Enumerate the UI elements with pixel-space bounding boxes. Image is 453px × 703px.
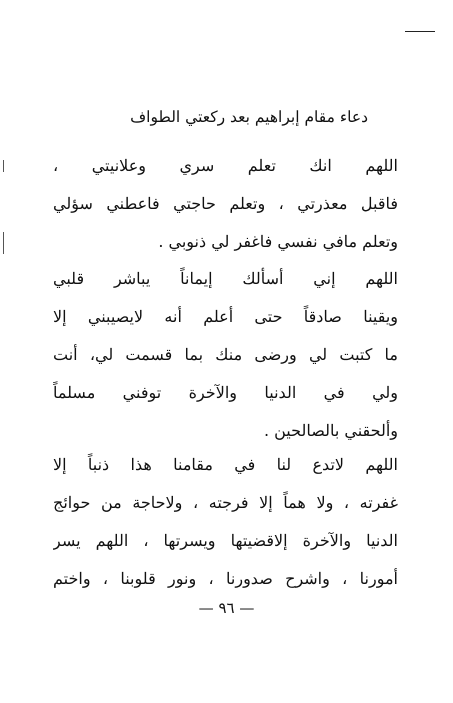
page-number: — ٩٦ — (198, 599, 255, 617)
text-line: ما كتبت لي ورضى منك بما قسمت لي، أنت (53, 345, 398, 364)
text-line: فاقبل معذرتي ، وتعلم حاجتي فاعطني سؤلي (53, 194, 398, 213)
text-line: الدنيا والآخرة إلاقضيتها ويسرتها ، اللهم يسر (53, 531, 398, 550)
text-line: اللهم إني أسألك إيماناً يباشر قلبي (53, 269, 398, 288)
paragraph-1 (53, 147, 398, 261)
text-line: ويقينا صادقاً حتى أعلم أنه لايصيبني إلا (53, 307, 398, 326)
margin-mark (3, 160, 4, 172)
text-line: أمورنا ، واشرح صدورنا ، ونور قلوبنا ، واختم (53, 569, 398, 588)
margin-mark (3, 232, 4, 254)
text-line: وألحقني بالصالحين . (263, 421, 398, 440)
paragraph-2 (53, 260, 398, 450)
text-line: اللهم لاتدع لنا في مقامنا هذا ذنباً إلا (53, 455, 398, 474)
section-heading: دعاء مقام إبراهيم بعد ركعتي الطواف (130, 108, 368, 126)
text-line: غفرته ، ولا هماً إلا فرجته ، ولاحاجة من حوائج (53, 493, 398, 512)
text-line: اللهم انك تعلم سري وعلانيتي ، (53, 156, 398, 175)
text-line: وتعلم مافي نفسي فاغفر لي ذنوبي . (158, 232, 398, 251)
text-line: ولي في الدنيا والآخرة توفني مسلماً (53, 383, 398, 402)
paragraph-3 (53, 446, 398, 598)
header-rule (405, 31, 435, 32)
